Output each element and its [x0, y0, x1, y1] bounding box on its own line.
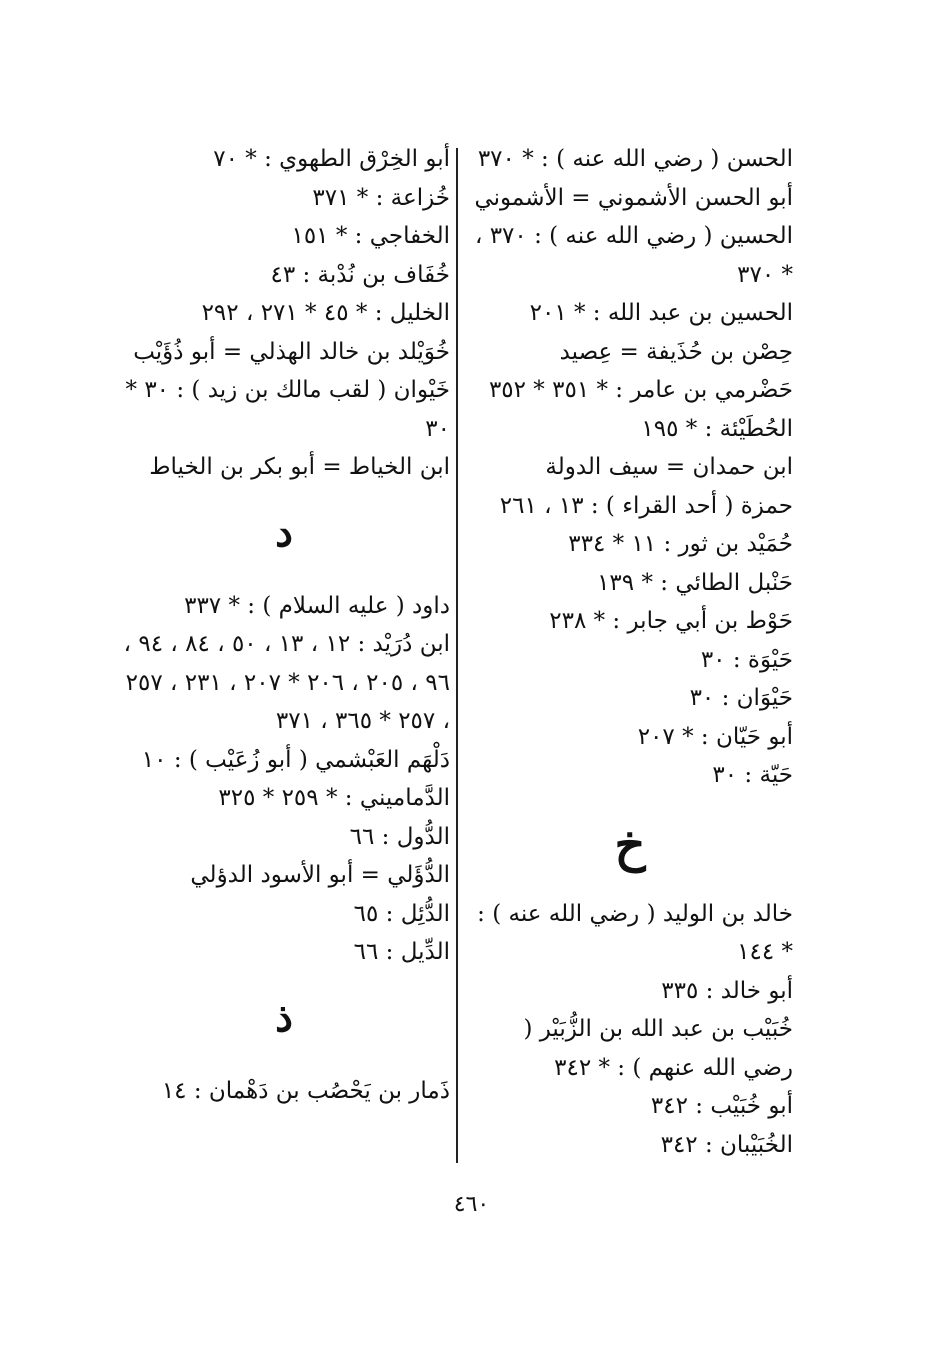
index-entry: الحسين بن عبد الله : * ٢٠١ [529, 300, 793, 326]
index-entry: حَوْط بن أبي جابر : * ٢٣٨ [549, 608, 793, 634]
index-entry: خُزاعة : * ٣٧١ [312, 184, 450, 211]
index-entry: خالد بن الوليد ( رضي الله عنه ) : * ١٤٤ [477, 900, 793, 965]
index-entry: الحسن ( رضي الله عنه ) : * ٣٧٠ [477, 146, 793, 172]
index-entry: حَيْوَة : ٣٠ [700, 646, 793, 673]
index-entry: خُبَيْب بن عبد الله بن الزُّبَيْر ( رضي الله عنهم ) : * ٣٤٢ [523, 1016, 793, 1081]
index-entry: أبو الخِرْق الطهوي : * ٧٠ [213, 146, 450, 172]
index-entry: خَيْوان ( لقب مالك بن زيد ) : ٣٠ * ٣٠ [125, 377, 450, 442]
index-entry: الخليل : * ٤٥ * ٢٧١ ، ٢٩٢ [201, 300, 450, 326]
index-entry: حَضْرمي بن عامر : * ٣٥١ * ٣٥٢ [488, 377, 793, 403]
index-entry: خُفَاف بن نُدْبة : ٤٣ [270, 261, 450, 288]
index-entry: الخُبَيْبان : ٣٤٢ [660, 1131, 793, 1158]
section-letter-dal: د [275, 508, 293, 556]
page-number: ٤٦٠ [453, 1192, 490, 1217]
index-entry: أبو خالد : ٣٣٥ [661, 977, 793, 1004]
index-entry: دَلْهَم العَبْشمي ( أبو زُعَيْب ) : ١٠ [141, 746, 450, 773]
index-entry: الحسين ( رضي الله عنه ) : ٣٧٠ ، * ٣٧٠ [474, 223, 793, 288]
section-letter-dhal: ذ [275, 993, 293, 1041]
index-entry: الدُّؤَلي = أبو الأسود الدؤلي [190, 862, 450, 888]
index-entry: أبو خُبَيْب : ٣٤٢ [650, 1093, 793, 1119]
index-entry: ابن حمدان = سيف الدولة [545, 454, 793, 480]
index-entry: حِصْن بن حُذَيفة = عِصيد [559, 338, 793, 365]
index-entry: الخفاجي : * ١٥١ [291, 223, 450, 249]
index-entry: ذَمار بن يَحْصُب بن دَهْمان : ١٤ [161, 1077, 450, 1104]
index-entry: أبو الحسن الأشموني = الأشموني [474, 184, 793, 211]
section-letter-kha: خ [614, 816, 646, 873]
index-entry: حمزة ( أحد القراء ) : ١٣ ، ٢٦١ [499, 492, 793, 519]
index-entry: حُمَيْد بن ثور : ١١ * ٣٣٤ [568, 531, 793, 557]
left-column [118, 140, 450, 1110]
index-entry: الدَّماميني : * ٢٥٩ * ٣٢٥ [218, 785, 450, 811]
column-divider [456, 148, 458, 1163]
index-entry: داود ( عليه السلام ) : * ٣٣٧ [184, 592, 450, 619]
index-entry: حَيْوَان : ٣٠ [689, 685, 793, 711]
index-entry: الدُّئِل : ٦٥ [353, 900, 450, 927]
right-column [467, 140, 793, 1164]
index-entry: حَيّة : ٣٠ [712, 762, 793, 788]
index-entry: ابن الخياط = أبو بكر بن الخياط [149, 454, 450, 480]
index-entry: خُوَيْلد بن خالد الهذلي = أبو ذُؤَيْب [133, 338, 450, 365]
index-entry: الدِّيل : ٦٦ [353, 939, 450, 965]
index-entry: الحُطَيْئة : * ١٩٥ [641, 415, 793, 442]
index-entry: الدُّول : ٦٦ [349, 823, 450, 850]
index-entry: حَنْبل الطائي : * ١٣٩ [597, 569, 793, 596]
index-entry: ابن دُرَيْد : ١٢ ، ١٣ ، ٥٠ ، ٨٤ ، ٩٤ ، ٩٦ ، ٢٠٥ ، ٢٠٦ * ٢٠٧ ، ٢٣١ ، ٢٥٧ ، ٢٥٧ * ٣٦٥ ، ٣٧١ [123, 631, 450, 734]
index-entry: أبو حَيّان : * ٢٠٧ [637, 723, 793, 750]
